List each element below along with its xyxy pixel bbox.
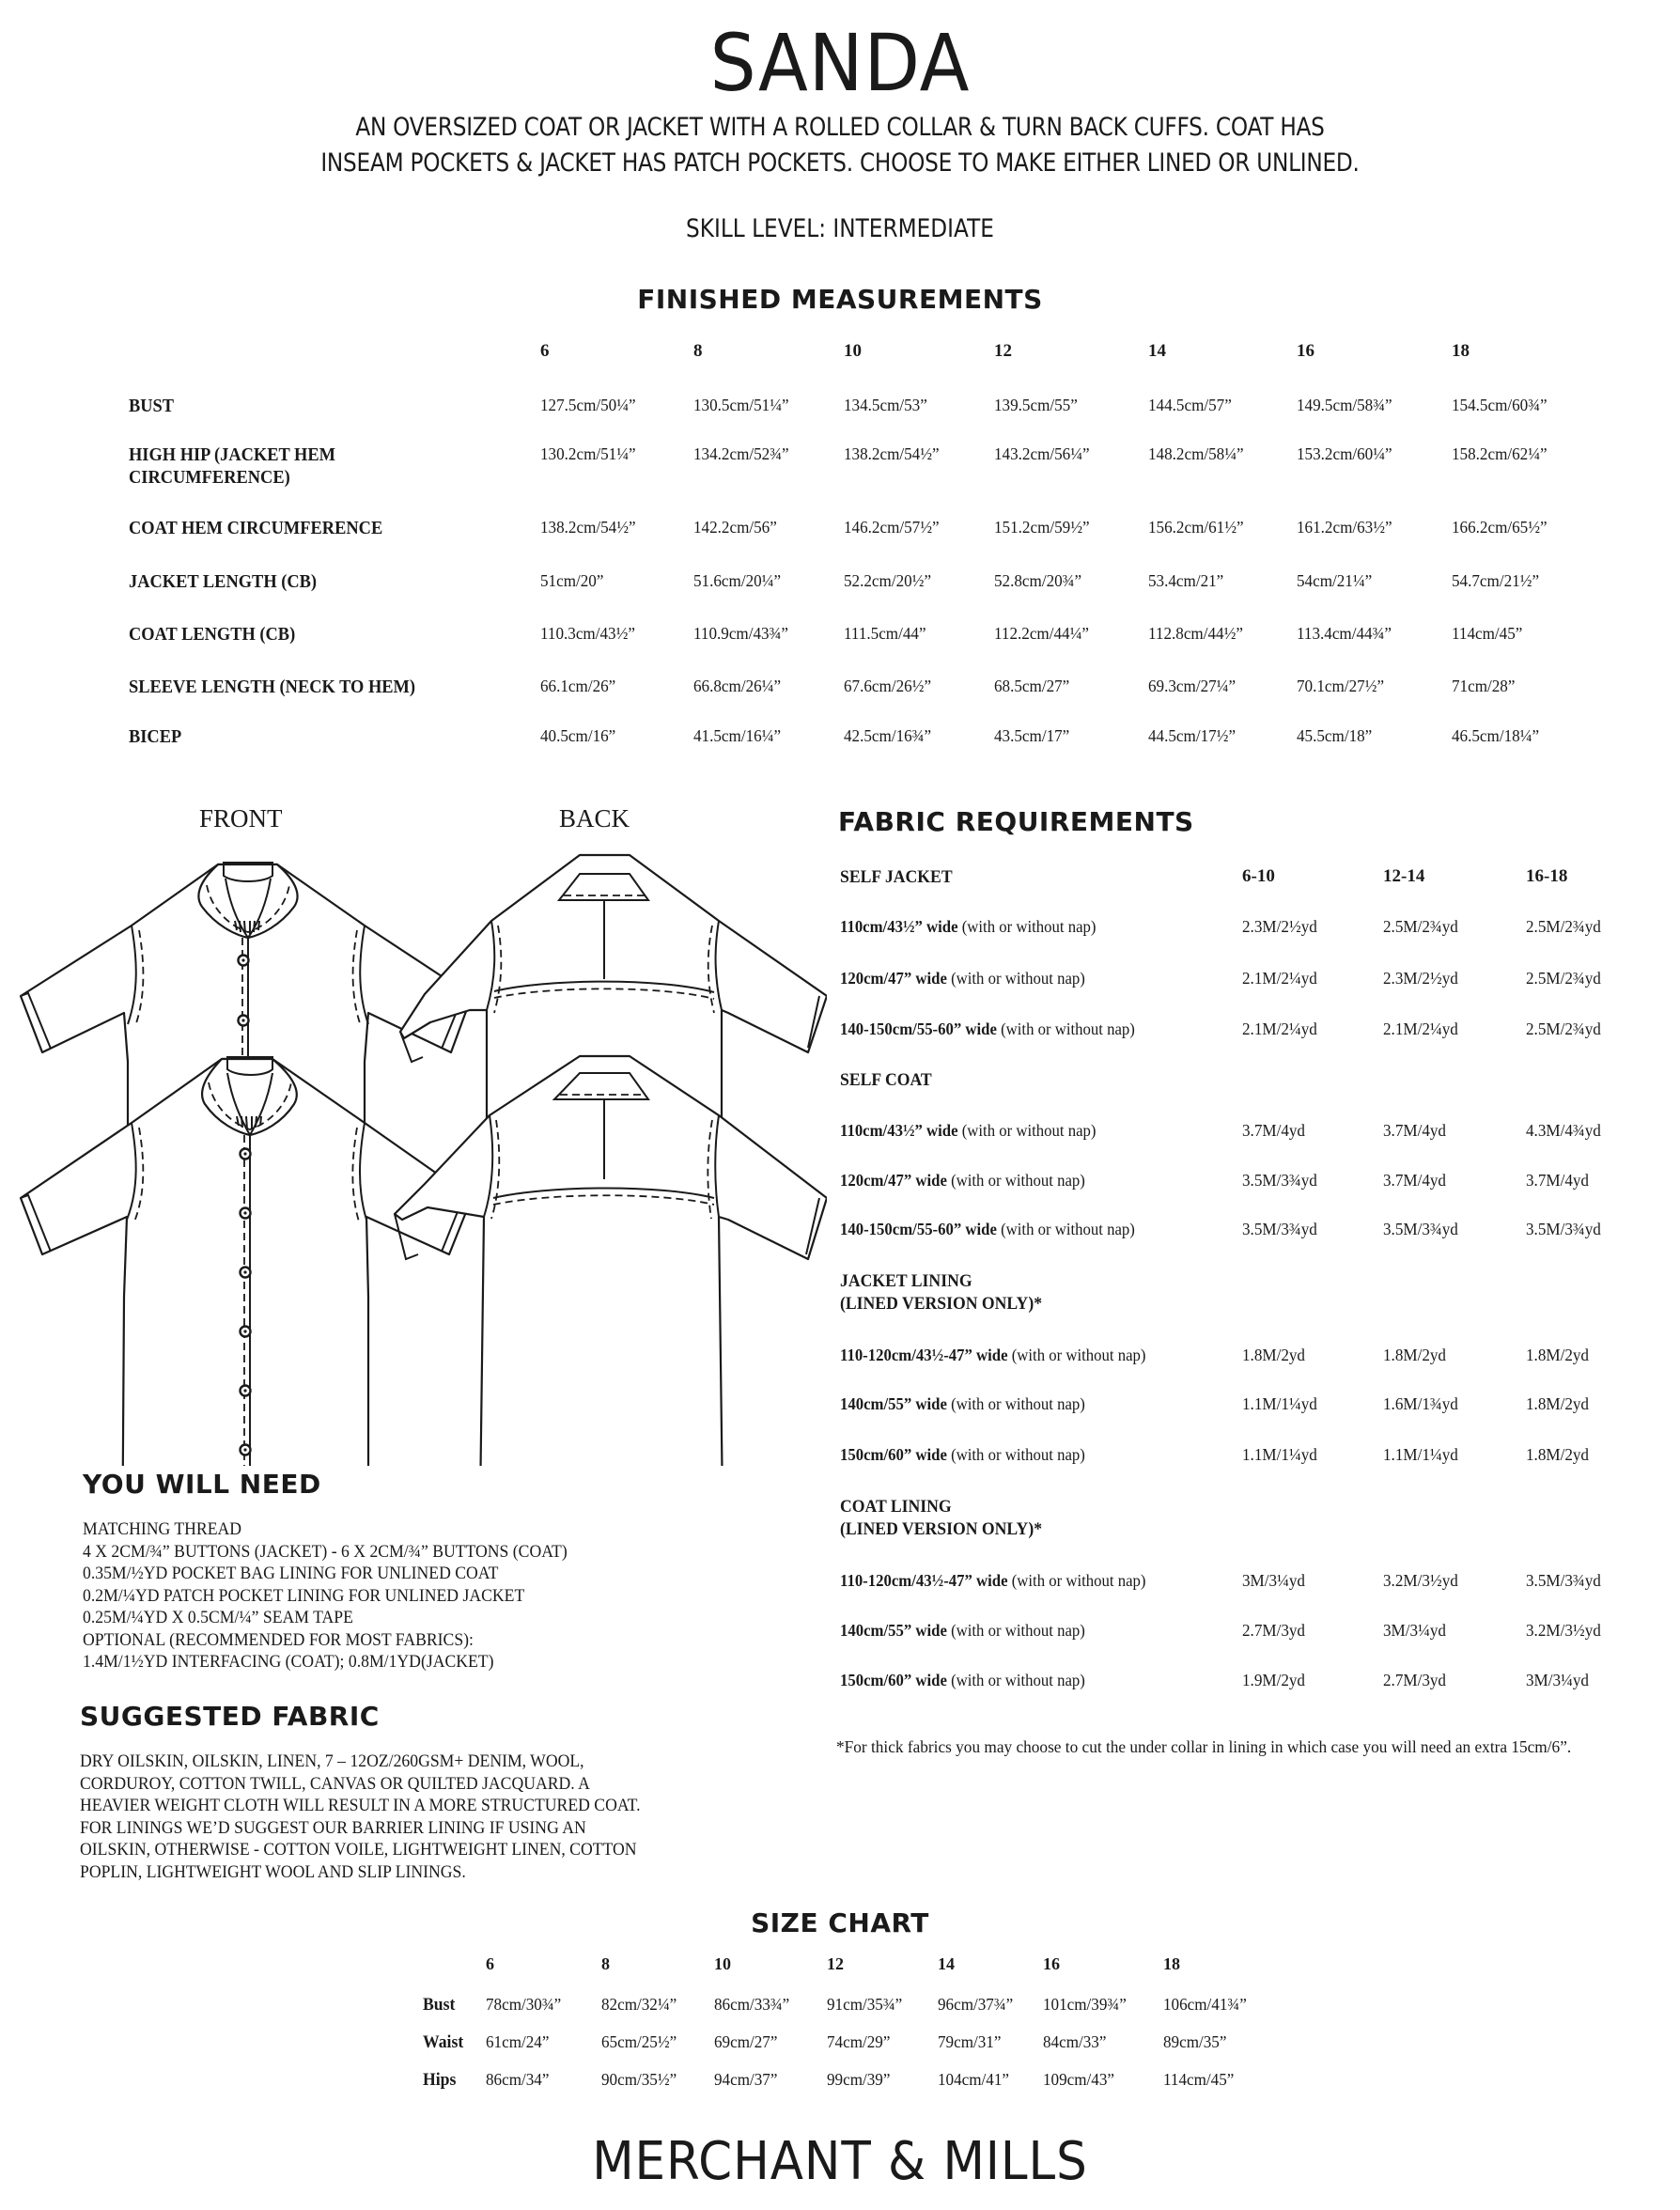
fabric-amount-cell: 2.5M/2¾yd — [1526, 1019, 1601, 1038]
size-chart-cell: 96cm/37¾” — [938, 1995, 1014, 2014]
fabric-amount-cell: 2.1M/2¼yd — [1383, 1019, 1458, 1038]
fabric-width: 110cm/43½” wide — [840, 1121, 958, 1140]
fabric-amount-cell: 3.5M/3¾yd — [1526, 1220, 1601, 1238]
measurement-cell: 42.5cm/16¾” — [844, 726, 932, 745]
size-chart-cell: 61cm/24” — [486, 2032, 550, 2051]
size-chart-cell: 104cm/41” — [938, 2070, 1009, 2089]
suggested-fabric-text — [80, 1751, 641, 1883]
fabric-width-row-label — [840, 1220, 1135, 1239]
measurement-cell: 154.5cm/60¾” — [1452, 396, 1548, 414]
fabric-group-title: SELF JACKET — [840, 867, 953, 887]
size-chart-column-header: 18 — [1163, 1954, 1180, 1973]
size-chart-row-label: Hips — [423, 2070, 457, 2090]
size-chart-cell: 86cm/34” — [486, 2070, 550, 2089]
measurement-cell: 138.2cm/54½” — [540, 518, 636, 537]
fabric-width: 150cm/60” wide — [840, 1445, 947, 1464]
measurement-cell: 69.3cm/27¼” — [1148, 677, 1237, 695]
measurement-row-label: BICEP — [129, 726, 182, 747]
size-column-header: 16 — [1297, 341, 1314, 361]
suggested-fabric-line: POPLIN, LIGHTWEIGHT WOOL AND SLIP LININGS. — [80, 1861, 466, 1882]
measurement-cell: 138.2cm/54½” — [844, 444, 940, 463]
nap-note: (with or without nap) — [1007, 1571, 1146, 1590]
fabric-amount-cell: 1.6M/1¾yd — [1383, 1394, 1458, 1413]
size-chart-column-header: 16 — [1043, 1954, 1060, 1973]
size-chart-cell: 74cm/29” — [827, 2032, 891, 2051]
size-column-header: 10 — [844, 341, 862, 361]
measurement-cell: 111.5cm/44” — [844, 624, 926, 643]
button-hole-icon — [243, 1389, 246, 1392]
measurement-cell: 139.5cm/55” — [994, 396, 1078, 414]
needs-item: 1.4M/1½YD INTERFACING (COAT); 0.8M/1YD(JACKET) — [83, 1652, 494, 1672]
size-chart-cell: 106cm/41¾” — [1163, 1995, 1247, 2014]
measurement-cell: 70.1cm/27½” — [1297, 677, 1385, 695]
fabric-amount-cell: 1.1M/1¼yd — [1242, 1394, 1317, 1413]
fabric-amount-cell: 2.5M/2¾yd — [1526, 969, 1601, 988]
size-chart-cell: 79cm/31” — [938, 2032, 1002, 2051]
measurement-cell: 44.5cm/17½” — [1148, 726, 1237, 745]
coat-back-view — [395, 1056, 827, 1466]
nap-note: (with or without nap) — [946, 1445, 1085, 1464]
size-chart-cell: 84cm/33” — [1043, 2032, 1107, 2051]
measurement-cell: 161.2cm/63½” — [1297, 518, 1392, 537]
measurement-cell: 110.9cm/43¾” — [693, 624, 788, 643]
button-hole-icon — [243, 1448, 246, 1451]
garment-drawings — [0, 827, 827, 1466]
fabric-amount-cell: 3M/3¼yd — [1383, 1621, 1446, 1640]
measurement-row-label: COAT HEM CIRCUMFERENCE — [129, 518, 383, 538]
size-chart-row-label: Waist — [423, 2032, 464, 2052]
measurement-cell: 130.5cm/51¼” — [693, 396, 789, 414]
measurement-cell: 142.2cm/56” — [693, 518, 777, 537]
fabric-amount-cell: 1.9M/2yd — [1242, 1671, 1305, 1689]
suggested-fabric-line: DRY OILSKIN, OILSKIN, LINEN, 7 – 12OZ/260GSM+ DENIM, WOOL, — [80, 1751, 584, 1771]
size-chart-cell: 89cm/35” — [1163, 2032, 1227, 2051]
back-view-label: BACK — [559, 804, 630, 833]
skill-level: SKILL LEVEL: INTERMEDIATE — [686, 214, 994, 243]
measurement-row-label: HIGH HIP (JACKET HEM — [129, 444, 335, 465]
measurement-row-label: JACKET LENGTH (CB) — [129, 571, 318, 592]
fabric-width-row-label — [840, 917, 1096, 937]
measurement-cell: 166.2cm/65½” — [1452, 518, 1548, 537]
measurement-cell: 40.5cm/16” — [540, 726, 616, 745]
fabric-requirements-heading: FABRIC REQUIREMENTS — [838, 806, 1194, 837]
fabric-width-row-label — [840, 1019, 1135, 1039]
measurement-cell: 54.7cm/21½” — [1452, 571, 1540, 590]
size-chart-column-header: 12 — [827, 1954, 844, 1973]
measurement-cell: 151.2cm/59½” — [994, 518, 1090, 537]
fabric-amount-cell: 3.5M/3¾yd — [1383, 1220, 1458, 1238]
measurement-cell: 112.8cm/44½” — [1148, 624, 1243, 643]
fabric-amount-cell: 2.7M/3yd — [1242, 1621, 1305, 1640]
size-range-header: 6-10 — [1242, 866, 1275, 886]
fabric-amount-cell: 2.1M/2¼yd — [1242, 1019, 1317, 1038]
size-range-header: 16-18 — [1526, 866, 1568, 886]
fabric-width: 110-120cm/43½-47” wide — [840, 1346, 1008, 1364]
measurement-cell: 71cm/28” — [1452, 677, 1516, 695]
fabric-amount-cell: 2.3M/2½yd — [1383, 969, 1458, 988]
size-column-header: 12 — [994, 341, 1012, 361]
size-chart-cell: 90cm/35½” — [601, 2070, 677, 2089]
fabric-width-row-label — [840, 1346, 1145, 1365]
brand-logo: MERCHANT & MILLS — [592, 2131, 1088, 2192]
fabric-amount-cell: 3.7M/4yd — [1383, 1121, 1446, 1140]
measurement-cell: 53.4cm/21” — [1148, 571, 1224, 590]
measurement-cell: 148.2cm/58¼” — [1148, 444, 1244, 463]
size-chart-cell: 99cm/39” — [827, 2070, 891, 2089]
pattern-title: SANDA — [709, 17, 971, 109]
measurement-cell: 54cm/21¼” — [1297, 571, 1373, 590]
front-view-label: FRONT — [199, 804, 283, 833]
you-will-need-list — [83, 1518, 568, 1673]
fabric-width: 140cm/55” wide — [840, 1621, 947, 1640]
coat-front-view — [21, 1057, 472, 1466]
button-hole-icon — [243, 1330, 246, 1332]
size-chart-cell: 78cm/30¾” — [486, 1995, 562, 2014]
fabric-amount-cell: 1.8M/2yd — [1526, 1394, 1589, 1413]
pattern-description-line-2: INSEAM POCKETS & JACKET HAS PATCH POCKETS. CHOOSE TO MAKE EITHER LINED OR UNLINED. — [320, 148, 1360, 178]
fabric-amount-cell: 1.1M/1¼yd — [1242, 1445, 1317, 1464]
size-chart-cell: 65cm/25½” — [601, 2032, 677, 2051]
suggested-fabric-line: FOR LININGS WE’D SUGGEST OUR BARRIER LINING IF USING AN — [80, 1817, 586, 1838]
fabric-amount-cell: 3.5M/3¾yd — [1242, 1220, 1317, 1238]
button-hole-icon — [241, 1019, 244, 1021]
size-column-header: 18 — [1452, 341, 1470, 361]
size-range-header: 12-14 — [1383, 866, 1425, 886]
fabric-amount-cell: 2.1M/2¼yd — [1242, 969, 1317, 988]
needs-item: 0.2M/¼YD PATCH POCKET LINING FOR UNLINED JACKET — [83, 1585, 525, 1606]
nap-note: (with or without nap) — [946, 1621, 1085, 1640]
nap-note: (with or without nap) — [957, 917, 1097, 936]
nap-note: (with or without nap) — [946, 1394, 1085, 1413]
fabric-width-row-label — [840, 1394, 1085, 1414]
needs-item: 0.35M/½YD POCKET BAG LINING FOR UNLINED COAT — [83, 1564, 499, 1583]
fabric-amount-cell: 3.5M/3¾yd — [1526, 1571, 1601, 1590]
size-column-header: 14 — [1148, 341, 1166, 361]
fabric-amount-cell: 2.5M/2¾yd — [1526, 917, 1601, 936]
fabric-amount-cell: 3M/3¼yd — [1242, 1571, 1305, 1590]
fabric-width-row-label — [840, 1121, 1096, 1141]
fabric-amount-cell: 1.1M/1¼yd — [1383, 1445, 1458, 1464]
fabric-amount-cell: 1.8M/2yd — [1242, 1346, 1305, 1364]
fabric-width: 140-150cm/55-60” wide — [840, 1220, 997, 1238]
fabric-group-title: SELF COAT — [840, 1070, 932, 1090]
fabric-group-title: JACKET LINING — [840, 1271, 972, 1291]
measurement-cell: 114cm/45” — [1452, 624, 1523, 643]
measurement-cell: 52.2cm/20½” — [844, 571, 932, 590]
measurement-cell: 43.5cm/17” — [994, 726, 1070, 745]
size-chart-cell: 109cm/43” — [1043, 2070, 1114, 2089]
fabric-amount-cell: 1.8M/2yd — [1383, 1346, 1446, 1364]
fabric-width: 110cm/43½” wide — [840, 917, 958, 936]
you-will-need-heading: YOU WILL NEED — [83, 1469, 321, 1500]
measurement-cell: 158.2cm/62¼” — [1452, 444, 1548, 463]
measurement-cell: 144.5cm/57” — [1148, 396, 1232, 414]
measurement-cell: 112.2cm/44¼” — [994, 624, 1089, 643]
size-column-header: 8 — [693, 341, 703, 361]
measurement-cell: 68.5cm/27” — [994, 677, 1070, 695]
nap-note: (with or without nap) — [1007, 1346, 1146, 1364]
pattern-description-line-1: AN OVERSIZED COAT OR JACKET WITH A ROLLED COLLAR & TURN BACK CUFFS. COAT HAS — [355, 113, 1325, 142]
fabric-width-row-label — [840, 1671, 1085, 1690]
suggested-fabric-line: CORDUROY, COTTON TWILL, CANVAS OR QUILTED JACQUARD. A — [80, 1773, 590, 1794]
suggested-fabric-line: OILSKIN, OTHERWISE - COTTON VOILE, LIGHTWEIGHT LINEN, COTTON — [80, 1840, 637, 1860]
fabric-amount-cell: 2.5M/2¾yd — [1383, 917, 1458, 936]
needs-item: MATCHING THREAD — [83, 1519, 242, 1539]
fabric-amount-cell: 4.3M/4¾yd — [1526, 1121, 1601, 1140]
fabric-group-title: COAT LINING — [840, 1497, 952, 1517]
fabric-width: 120cm/47” wide — [840, 969, 947, 988]
measurement-row-label: BUST — [129, 396, 175, 416]
measurement-cell: 51cm/20” — [540, 571, 604, 590]
nap-note: (with or without nap) — [957, 1121, 1097, 1140]
button-hole-icon — [241, 958, 244, 961]
measurement-cell: 51.6cm/20¼” — [693, 571, 782, 590]
measurement-cell: 66.1cm/26” — [540, 677, 616, 695]
nap-note: (with or without nap) — [946, 1671, 1085, 1689]
measurement-cell: 113.4cm/44¾” — [1297, 624, 1392, 643]
size-chart-column-header: 10 — [714, 1954, 731, 1973]
fabric-amount-cell: 2.3M/2½yd — [1242, 917, 1317, 936]
size-chart-cell: 91cm/35¾” — [827, 1995, 903, 2014]
nap-note: (with or without nap) — [946, 969, 1085, 988]
fabric-width-row-label — [840, 1571, 1145, 1591]
size-chart-row-label: Bust — [423, 1995, 456, 2015]
size-chart-cell: 86cm/33¾” — [714, 1995, 790, 2014]
fabric-width: 140cm/55” wide — [840, 1394, 947, 1413]
fabric-amount-cell: 3.7M/4yd — [1526, 1171, 1589, 1190]
measurement-cell: 149.5cm/58¾” — [1297, 396, 1392, 414]
fabric-group-subtitle: (LINED VERSION ONLY)* — [840, 1294, 1043, 1314]
measurement-cell: 143.2cm/56¼” — [994, 444, 1090, 463]
measurement-cell: 46.5cm/18¼” — [1452, 726, 1540, 745]
fabric-group-subtitle: (LINED VERSION ONLY)* — [840, 1519, 1043, 1539]
measurement-cell: 110.3cm/43½” — [540, 624, 635, 643]
needs-item: 0.25M/¼YD X 0.5CM/¼” SEAM TAPE — [83, 1608, 353, 1627]
suggested-fabric-line: HEAVIER WEIGHT CLOTH WILL RESULT IN A MORE STRUCTURED COAT. — [80, 1796, 641, 1815]
measurement-cell: 146.2cm/57½” — [844, 518, 940, 537]
measurement-cell: 67.6cm/26½” — [844, 677, 932, 695]
nap-note: (with or without nap) — [996, 1019, 1135, 1038]
size-chart-cell: 82cm/32¼” — [601, 1995, 677, 2014]
measurement-cell: 41.5cm/16¼” — [693, 726, 782, 745]
fabric-amount-cell: 3.2M/3½yd — [1526, 1621, 1601, 1640]
fabric-amount-cell: 1.8M/2yd — [1526, 1346, 1589, 1364]
measurement-cell: 156.2cm/61½” — [1148, 518, 1244, 537]
measurement-row-label: SLEEVE LENGTH (NECK TO HEM) — [129, 677, 416, 697]
nap-note: (with or without nap) — [996, 1220, 1135, 1238]
measurement-cell: 134.2cm/52¾” — [693, 444, 789, 463]
measurement-cell: 45.5cm/18” — [1297, 726, 1373, 745]
fabric-width-row-label — [840, 1171, 1085, 1191]
fabric-amount-cell: 3M/3¼yd — [1526, 1671, 1589, 1689]
fabric-width-row-label — [840, 1445, 1085, 1465]
fabric-amount-cell: 3.7M/4yd — [1242, 1121, 1305, 1140]
measurement-row-label-continued: CIRCUMFERENCE) — [129, 467, 290, 488]
measurement-cell: 134.5cm/53” — [844, 396, 927, 414]
fabric-width: 110-120cm/43½-47” wide — [840, 1571, 1008, 1590]
nap-note: (with or without nap) — [946, 1171, 1085, 1190]
size-chart-cell: 101cm/39¾” — [1043, 1995, 1127, 2014]
fabric-width: 150cm/60” wide — [840, 1671, 947, 1689]
size-chart-cell: 114cm/45” — [1163, 2070, 1235, 2089]
measurement-row-label: COAT LENGTH (CB) — [129, 624, 296, 645]
needs-item: 4 X 2CM/¾” BUTTONS (JACKET) - 6 X 2CM/¾” BUTTONS (COAT) — [83, 1541, 568, 1562]
fabric-width: 120cm/47” wide — [840, 1171, 947, 1190]
fabric-amount-cell: 3.2M/3½yd — [1383, 1571, 1458, 1590]
size-chart-cell: 94cm/37” — [714, 2070, 778, 2089]
finished-measurements-heading: FINISHED MEASUREMENTS — [637, 284, 1043, 315]
fabric-width: 140-150cm/55-60” wide — [840, 1019, 997, 1038]
measurement-cell: 52.8cm/20¾” — [994, 571, 1082, 590]
suggested-fabric-heading: SUGGESTED FABRIC — [80, 1701, 380, 1732]
fabric-amount-cell: 3.5M/3¾yd — [1242, 1171, 1317, 1190]
size-chart-column-header: 14 — [938, 1954, 955, 1973]
fabric-width-row-label — [840, 1621, 1085, 1641]
fabric-width-row-label — [840, 969, 1085, 988]
size-chart-column-header: 8 — [601, 1954, 610, 1973]
size-chart-cell: 69cm/27” — [714, 2032, 778, 2051]
needs-item: OPTIONAL (RECOMMENDED FOR MOST FABRICS): — [83, 1629, 474, 1650]
fabric-amount-cell: 3.7M/4yd — [1383, 1171, 1446, 1190]
fabric-footnote: *For thick fabrics you may choose to cut the under collar in lining in which case you will need an extra 15cm/6”. — [836, 1737, 1572, 1756]
button-hole-icon — [243, 1270, 246, 1273]
fabric-amount-cell: 2.7M/3yd — [1383, 1671, 1446, 1689]
button-hole-icon — [243, 1211, 246, 1214]
measurement-cell: 130.2cm/51¼” — [540, 444, 636, 463]
size-column-header: 6 — [540, 341, 550, 361]
button-hole-icon — [243, 1152, 246, 1155]
size-chart-heading: SIZE CHART — [751, 1907, 929, 1938]
measurement-cell: 127.5cm/50¼” — [540, 396, 636, 414]
measurement-cell: 153.2cm/60¼” — [1297, 444, 1392, 463]
fabric-amount-cell: 1.8M/2yd — [1526, 1445, 1589, 1464]
size-chart-column-header: 6 — [486, 1954, 494, 1973]
measurement-cell: 66.8cm/26¼” — [693, 677, 782, 695]
